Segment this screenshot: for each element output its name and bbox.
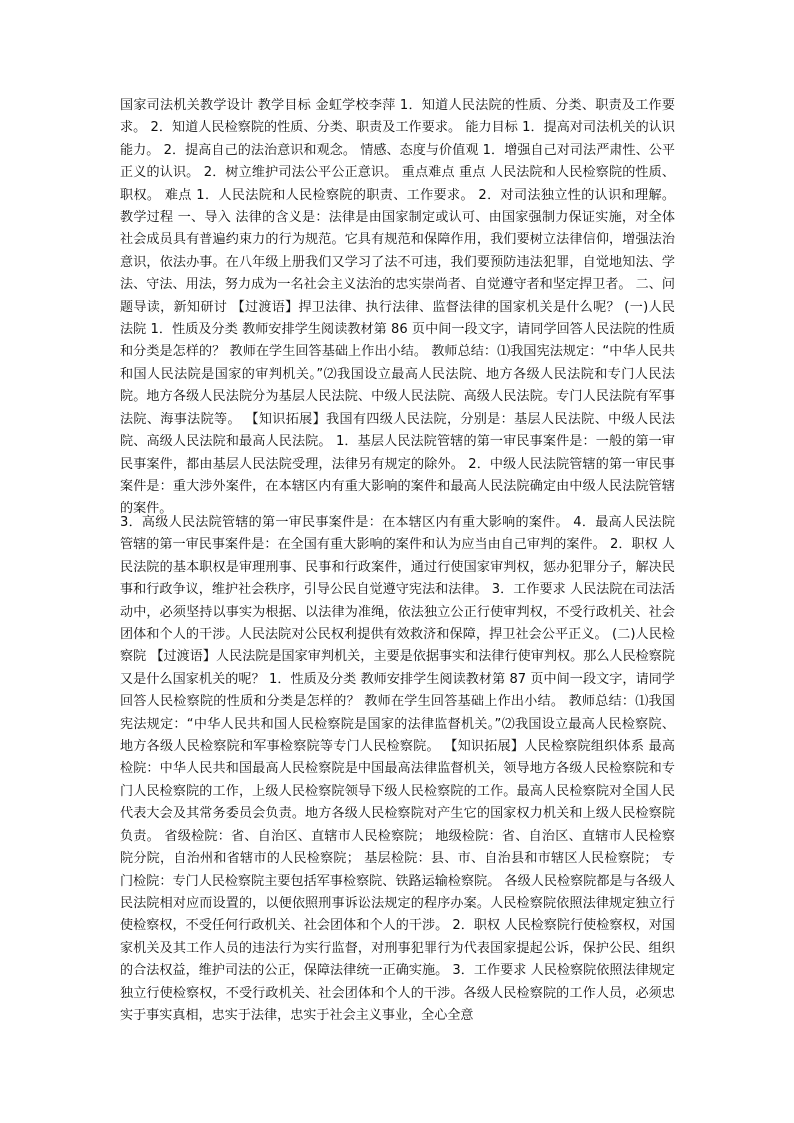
text-block-1 [120, 95, 675, 521]
paragraph-2: 3．高级人民法院管辖的第一审民事案件是：在本辖区内有重大影响的案件。 4．最高人民法院管辖的第一审民事案件是：在全国有重大影响的案件和认为应当由自己审判的案件。 2．职权 人民法院的基本职权是审理刑事、民事和行政案件，通过行使国家审判权，惩办犯罪分子，解决民事和行政争议，维护社会秩序，引导公民自觉遵守宪法和法律。 3．工作要求 人民法院在司法活动中，必须坚持以事实为根据、以法律为准绳，依法独立公正行使审判权，不受行政机关、社会团体和个人的干涉。人民法院对公民权利提供有效救济和保障，捍卫社会公平正义。 (二)人民检察院 【过渡语】人民法院是国家审判机关，主要是依据事实和法律行使审判权。那么人民检察院又是什么国家机关的呢？ 1．性质及分类 教师安排学生阅读教材第 87 页中间一段文字，请同学回答人民检察院的性质和分类是怎样的？ 教师在学生回答基础上作出小结。 教师总结：⑴我国宪法规定：“中华人民共和国人民检察院是国家的法律监督机关。”⑵我国设立最高人民检察院、地方各级人民检察院和军事检察院等专门人民检察院。 【知识拓展】人民检察院组织体系 最高检院：中华人民共和国最高人民检察院是中国最高法律监督机关，领导地方各级人民检察院和专门人民检察院的工作，上级人民检察院领导下级人民检察院的工作。最高人民检察院对全国人民代表大会及其常务委员会负责。地方各级人民检察院对产生它的国家权力机关和上级人民检察院负责。 省级检院：省、自治区、直辖市人民检察院； 地级检院：省、自治区、直辖市人民检察院分院，自治州和省辖市的人民检察院； 基层检院：县、市、自治县和市辖区人民检察院； 专门检院：专门人民检察院主要包括军事检察院、铁路运输检察院。 各级人民检察院都是与各级人民法院相对应而设置的，以便依照刑事诉讼法规定的程序办案。人民检察院依照法律规定独立行使检察权，不受任何行政机关、社会团体和个人的干涉。 2．职权 人民检察院行使检察权，对国家机关及其工作人员的违法行为实行监督，对刑事犯罪行为代表国家提起公诉，保护公民、组织的合法权益，维护司法的公正，保障法律统一正确实施。 3．工作要求 人民检察院依照法律规定独立行使检察权，不受行政机关、社会团体和个人的干涉。各级人民检察院的工作人员，必须忠实于事实真相，忠实于法律，忠实于社会主义事业，全心全意 [120, 515, 675, 1023]
paragraph-1: 国家司法机关教学设计 教学目标 金虹学校李萍 1．知道人民法院的性质、分类、职责及工作要求。 2．知道人民检察院的性质、分类、职责及工作要求。 能力目标 1．提高对司法机关的认识能力。 2．提高自己的法治意识和观念。 情感、态度与价值观 1．增强自己对司法严肃性、公平正义的认识。 2．树立维护司法公平公正意识。 重点难点 重点 人民法院和人民检察院的性质、职权。 难点 1．人民法院和人民检察院的职责、工作要求。 2．对司法独立性的认识和理解。 教学过程 一、导入 法律的含义是：法律是由国家制定或认可、由国家强制力保证实施，对全体社会成员具有普遍约束力的行为规范。它具有规范和保障作用，我们要树立法律信仰，增强法治意识，依法办事。在八年级上册我们又学习了法不可违，我们要预防违法犯罪，自觉地知法、学法、守法、用法，努力成为一名社会主义法治的忠实崇尚者、自觉遵守者和坚定捍卫者。 二、问题导读，新知研讨 【过渡语】捍卫法律、执行法律、监督法律的国家机关是什么呢？ (一)人民法院 1．性质及分类 教师安排学生阅读教材第 86 页中间一段文字，请同学回答人民法院的性质和分类是怎样的？ 教师在学生回答基础上作出小结。 教师总结：⑴我国宪法规定：“中华人民共和国人民法院是国家的审判机关。”⑵我国设立最高人民法院、地方各级人民法院和专门人民法院。地方各级人民法院分为基层人民法院、中级人民法院、高级人民法院。专门人民法院有军事法院、海事法院等。 【知识拓展】我国有四级人民法院，分别是：基层人民法院、中级人民法院、高级人民法院和最高人民法院。 1．基层人民法院管辖的第一审民事案件是：一般的第一审民事案件，都由基层人民法院受理，法律另有规定的除外。 2．中级人民法院管辖的第一审民事案件是：重大涉外案件，在本辖区内有重大影响的案件和最高人民法院确定由中级人民法院管辖的案件。 [120, 98, 675, 517]
text-block-2 [120, 512, 675, 1027]
